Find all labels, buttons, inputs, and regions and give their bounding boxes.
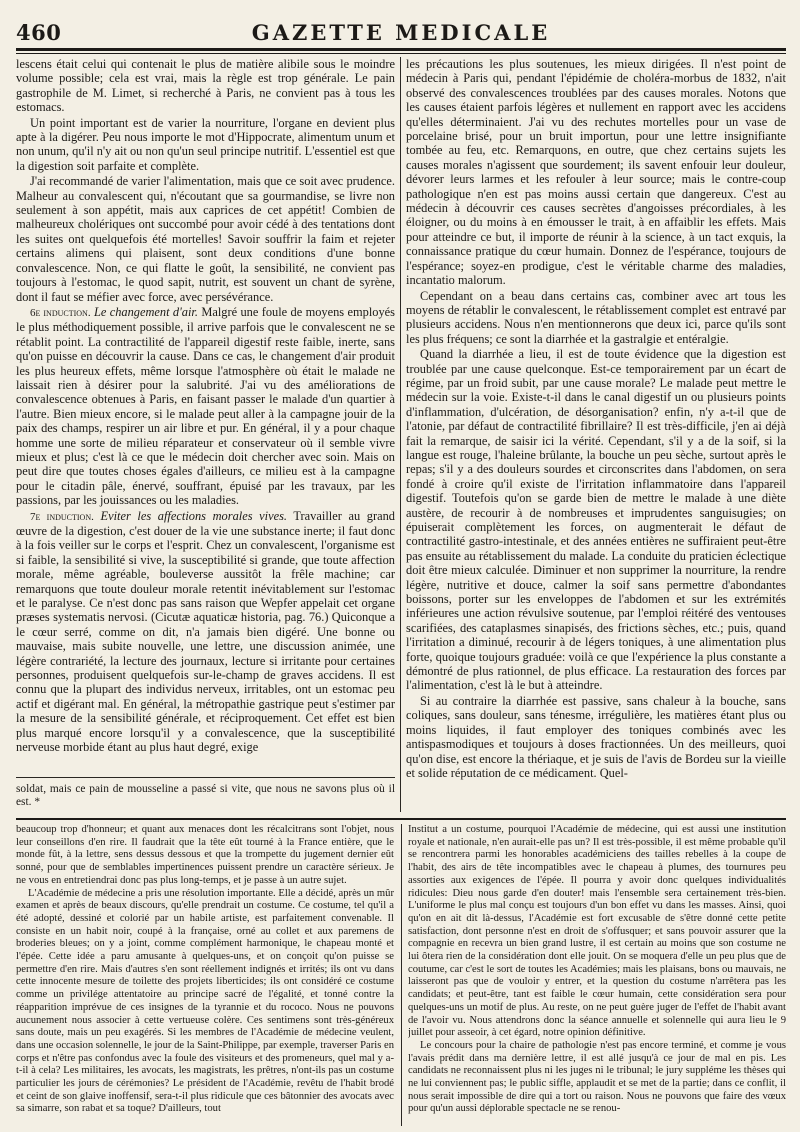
paragraph-induction-7	[16, 509, 395, 755]
feuilleton-column-left	[16, 824, 394, 1126]
paragraph: J'ai recommandé de varier l'alimentation, mais que ce soit avec prudence. Malheur au convalescent qui, n'écoutant que sa gourmandise, se livre non seulement à son appétit, mais aux caprices de cet appétit! Combien de malheureux cholériques ont succombé pour avoir cédé à des tentations dont les suites ont quelquefois été mortelles! Savoir souffrir la faim et rejeter certains alimens qui plaisent, sont deux conditions d'une bonne convalescence. Non, ce qui flatte le goût, la sensibilité, ne convient pas toujours à l'estomac, le quod sapit, nutrit, est souvent un chant de syrène, dont il faut se méfier avec force, avec persévérance.	[16, 174, 395, 304]
paragraph: Si au contraire la diarrhée est passive, sans chaleur à la bouche, sans coliques, sans douleur, sans ténesme, irrégulière, les matières étant plus ou moins liquides, il faut employer des toniques combinés avec les antispasmodiques et toujours à doses fractionnées. Un des meilleurs, quoi qu'on dise, est encore la thériaque, et je suis de l'avis de Bordeu sur la vieille et solide réputation de ce médicament. Quel-	[406, 693, 786, 780]
footnote: soldat, mais ce pain de mousseline a passé si vite, que nous ne savons plus où il est. *	[16, 783, 395, 808]
header-rule-thin	[16, 53, 786, 54]
paragraph: Institut a un costume, pourquoi l'Académie de médecine, qui est aussi une institution royale et nationale, n'en aurait-elle pas un? Il est très-possible, il est même probable qu'il se rencontrera parmi les honorables académiciens des tailles rebelles à la coupe de l'habit, des airs de tête incompatibles avec le chapeau à plumes, des tournures peu assorties aux exigences de l'épée. Il pourra y avoir donc quelques individualités ridicules: Dieu nous garde d'en douter! mais l'ensemble sera certainement très-bien. L'uniforme le plus mal conçu est toujours d'un bon effet vu dans les masses. Ainsi, quoi qu'on en ait dit là-dessus, l'Académie est fort excusable de s'être donné cette petite satisfaction, dont personne n'est en droit de s'offusquer; et sans pouvoir assurer que la compagnie en recevra un bien grand lustre, il est certain au moins que son costume ne lui ôtera rien de la considération dont elle jouit. On se moquera d'elle un peu plus que de coutume, car c'est le sort de toutes les Académies; mais les plaisans, bons ou mauvais, ne laisseront pas que de vouloir y entrer, et la question du costume n'arrêtera pas les candidats; et peut-être, tant est faible le cœur humain, cette considération sera pour quelques-uns un motif de plus. Au reste, on ne peut guère juger de l'effet de l'habit avant de l'avoir vu. Nous attendrons donc la séance annuelle et solennelle qui aura lieu le 9 juillet pour asseoir, à cet égard, notre opinion définitive.	[408, 824, 786, 1039]
induction-body: Malgré une foule de moyens employés le plus méthodiquement possible, il arrive parfois que le convalescent ne se rétablit point. La contractilité de l'appareil digestif reste faible, inerte, sans qu'on puisse en découvrir la cause. Dans ce cas, le changement d'air produit les plus heureux effets, même lorsque l'atmosphère où était le malade ne laissait rien à désirer pour la salubrité. J'ai vu des améliorations de convalescence obtenues à Paris, en faisant passer le malade d'un quartier à l'autre. Bien mieux encore, si le malade peut aller à la campagne jouir de la paix des champs, respirer un air libre et pur. En général, il y a pour chaque homme une sorte de milieu réparateur et conservateur où il semble vivre mieux et plus; c'est là ce que le médecin doit chercher avec soin. Mais on peut dire que toutes choses égales d'ailleurs, ce milieu est à la campagne pour le citadin pâle, énervé, souffrant, épuisé par les travaux, par les passions, par les jouissances ou les maladies.	[16, 304, 395, 508]
column-divider	[400, 57, 401, 812]
induction-title: Eviter les affections morales vives.	[100, 508, 288, 523]
page-header	[16, 20, 786, 44]
paragraph-induction-6	[16, 305, 395, 508]
paragraph: beaucoup trop d'honneur; et quant aux menaces dont les récalcitrans sont l'objet, nous leur conseillons d'en rire. Il faudrait que la tête eût tourné à la France entière, que le monde fût, à la lettre, sens dessus dessous et que la trompette du jugement dernier eût sonné, pour que de semblables impertinences puissent prendre un caractère sérieux. Je ne vous en entretiendrai donc pas plus long-temps, et je passe à un autre sujet.	[16, 824, 394, 886]
induction-label: 6e induction.	[30, 306, 91, 319]
induction-body: Travailler au grand œuvre de la digestion, c'est douer de la vie une substance inerte; il faut donc à la fois veiller sur le corps et l'esprit. Chez un convalescent, l'organisme est si faible, la sensibilité si vive, la susceptibilité si grande, que toute affection morale, même agréable, bouleverse aussitôt la frêle machine; car remarquons que toute douleur morale retentit inévitablement sur l'estomac et le paralyse. Ce n'est donc pas sans raison que Wepfer appelait cet organe præses systematis nervosi. (Cicutæ aquaticæ historia, pag. 76.) Quiconque a le cœur serré, comme on dit, n'a jamais bien digéré. Une bonne ou mauvaise, mais subite nouvelle, une lettre, une discussion animée, une légère contrariété, la lecture des journaux, lecture si irritante pour certaines personnes, produisent quelquefois sur-le-champ de graves accidens. Il est connu que la plupart des individus nerveux, irritables, ont un estomac peu actif et digérant mal. En général, la métropathie gastrique peut s'estimer par la mesure de la sensibilité générale, et réciproquement. Cet effet est bien plus marqué encore lorsqu'il y a convalescence, que la susceptibilité nerveuse morbide étant au plus haut degré, exige	[16, 508, 395, 755]
paragraph: les précautions les plus soutenues, les mieux dirigées. Il n'est point de médecin à Paris qui, pendant l'épidémie de choléra-morbus de 1832, n'ait observé des convalescences troublées par des causes morales. Notons que les causes étaient parfois légères et nullement en rapport avec les accidens qu'elles déterminaient. J'ai vu des rechutes mortelles pour un vase de porcelaine brisé, pour un bruit importun, pour une lettre insignifiante tombée au feu, etc. Remarquons, en outre, que chez certains sujets les causes morales n'agissent que sourdement; ils savent enfouir leur douleur, dévorer leurs larmes et les refouler à leur source; mais le contre-coup pathologique n'en est pas moins aussi certain que dangereux. C'est au médecin à découvrir ces causes secrètes d'angoisses précordiales, à les éloigner, ou du moins à en émousser le trait, à en affaiblir les effets. Mais pour atteindre ce but, il importe de réunir à la science, à un tact exquis, la connaissance pratique du cœur humain. Donnez de l'espérance, toujours de l'espérance; soyez-en prodigue, c'est le véritable charme des maladies, incantatio malorum.	[406, 57, 786, 288]
newspaper-page	[16, 0, 786, 1132]
footnote-rule	[16, 777, 395, 778]
article-column-left	[16, 57, 395, 772]
paragraph: Un point important est de varier la nourriture, l'organe en devient plus apte à la digérer. Peu nous importe le mot d'Hippocrate, alimentum unum et non unum, qu'il n'y ait ou non qu'un seul principe nutritif. L'essentiel est que la digestion soit parfaite et complète.	[16, 115, 395, 173]
paragraph: lescens était celui qui contenait le plus de matière alibile sous le moindre volume possible; cela est vrai, mais la règle est trop générale. Le pain gastrophile de M. Limet, si recherché à Paris, ne convient pas à tous les estomacs.	[16, 57, 395, 115]
header-rule-thick	[16, 48, 786, 51]
paragraph: Quand la diarrhée a lieu, il est de toute évidence que la digestion est troublée par une cause quelconque. Est-ce temporairement par un écart de régime, par un froid subit, par une cause morale? Le malade peut mettre le médecin sur la voie. Existe-t-il dans le canal digestif un ou plusieurs points d'inflammation, d'ulcération, de désorganisation? enfin, n'y a-t-il que de l'atonie, par défaut de contractilité fibrillaire? Il est très-difficile, j'en ai déjà fait la remarque, de saisir ici la vérité. Cependant, s'il y a de la soif, si la langue est rouge, l'haleine brûlante, la bouche un peu sèche, surtout après le repas; s'il y a des douleurs sourdes et circonscrites dans l'abdomen, on sera fondé à croire qu'il existe de l'irritation inflammatoire dans l'appareil digestif. Toutefois qu'on se garde bien de mettre le malade à une diète austère, de recourir à de nombreuses et imprudentes sanguisugies; on épuiserait complètement les forces, on augmenterait le défaut de contractilité gastro-intestinale, et des années entières ne suffiraient peut-être pas ensuite au rétablissement du malade. La conduite du praticien éclectique doit être mieux calculée. Diminuer et non supprimer la nourriture, la rendre légère, nutritive et douce, calmer la soif sans permettre d'abondantes boissons, porter sur les enveloppes de l'abdomen et sur les extrémités inférieures une action révulsive soutenue, par l'emploi réitéré des ventouses scarifiées, des cataplasmes sinapisés, des frictions sèches, etc.; puis, quand l'irritation a diminué, recourir à de légers toniques, à une alimentation plus forte, quoique toujours graduée: voilà ce que l'expérience la plus constante a démontré de plus rationnel, de plus efficace. La restauration des forces par l'alimentation, c'est là le but à atteindre.	[406, 347, 786, 693]
feuilleton-column-right	[408, 824, 786, 1126]
journal-title: GAZETTE MEDICALE	[251, 20, 551, 45]
article-column-right	[406, 57, 786, 817]
induction-label: 7e induction.	[30, 510, 94, 523]
page-number: 460	[16, 20, 62, 45]
paragraph: L'Académie de médecine a pris une résolution importante. Elle a décidé, après un mûr examen et après de beaux discours, qu'elle prendrait un costume. Ce costume, tel qu'il a été adopté, dessiné et colorié par un habile artiste, est parfaitement convenable. Il consiste en un habit noir, coupé à la française, orné au collet et aux paremens de broderies bleues; on y a joint, comme complément harmonique, le chapeau monté et l'épée. Cette idée a paru amusante à quelques-uns, et on conçoit qu'on puisse se permettre d'en rire. Mais d'autres s'en sont réellement indignés et irrités; ils ont vu dans cette innocente mesure de toilette des projets liberticides; ils ont considéré ce costume comme un privilége attentatoire au principe sacré de l'égalité, et tonné contre la réapparition imprévue de ces insignes de la tyrannie et du rococo. Nous ne pouvons aucunement nous associer à cette vertueuse colère. Ces sentimens sont très-généreux sans doute, mais un peu exagérés. Si les membres de l'Académie de médecine veulent, dans une occasion solennelle, le jour de la Saint-Philippe, par exemple, traverser Paris en corps et n'être pas confondus avec la foule des visiteurs et des promeneurs, quel mal y a-t-il à cela? Les militaires, les avocats, les magistrats, les prêtres, n'ont-ils pas un costume particulier les jours de cérémonies? Le président de l'Académie, revêtu de l'habit brodé et ceint de son glaive inoffensif, sera-t-il plus ridicule que ces bâtonnier des avocats avec sa simarre, son rabat et sa toque? D'ailleurs, tout	[16, 887, 394, 1115]
induction-title: Le changement d'air.	[93, 304, 198, 319]
feuilleton-rule	[16, 818, 786, 820]
paragraph: Cependant on a beau dans certains cas, combiner avec art tous les moyens de rétablir le convalescent, le rétablissement complet est entravé par plusieurs accidens. Nous n'en mentionnerons que deux ici, parce qu'ils sont les plus fréquens; ce sont la diarrhée et la gastralgie et entéralgie.	[406, 288, 786, 346]
feuilleton-divider	[401, 824, 402, 1126]
paragraph: Le concours pour la chaire de pathologie n'est pas encore terminé, et comme je vous l'avais prédit dans ma dernière lettre, il est allé jusqu'à ce jour de mal en pis. Les candidats ne reconnaissent plus ni les juges ni le tribunal; le jury suppléme les thèses qui ne lui conviennent pas; le public siffle, applaudit et se met de la partie; dans ce conflit, il nous serait impossible de dire qui a tort ou raison. Nous ne pouvons que faire des vœux pour qu'un aussi déplorable spectacle ne se renou-	[408, 1039, 786, 1115]
